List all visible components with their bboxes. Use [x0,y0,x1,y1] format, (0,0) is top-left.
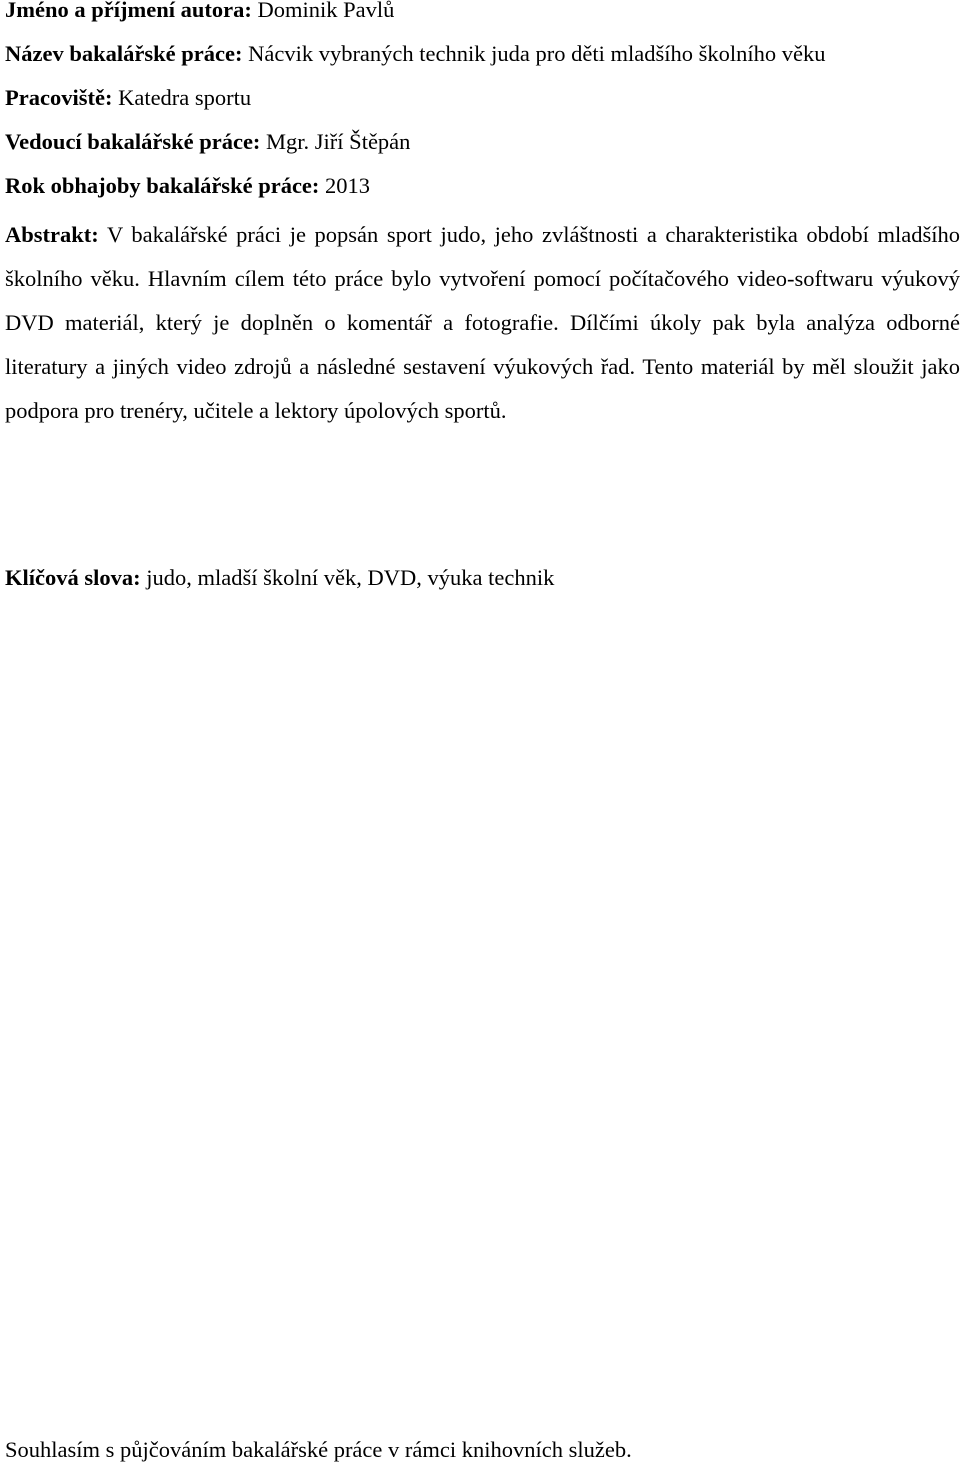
supervisor-value: Mgr. Jiří Štěpán [266,129,411,154]
keyword-item: DVD [367,565,417,590]
thesis-title-value: Nácvik vybraných technik juda pro děti mladšího školního věku [248,41,826,66]
defense-year-line [5,172,370,200]
keyword-item: mladší školní věk [197,565,357,590]
abstract-paragraph [5,213,960,433]
defense-year-label: Rok obhajoby bakalářské práce: [5,173,320,198]
thesis-title-line [5,40,825,68]
consent-text: Souhlasím s půjčováním bakalářské práce v rámci knihovních služeb. [5,1437,632,1462]
department-line [5,84,251,112]
thesis-title-label: Název bakalářské práce: [5,41,243,66]
keyword-item: judo [146,565,187,590]
consent-line [5,1436,632,1464]
author-label: Jméno a příjmení autora: [5,0,252,22]
abstract-label: Abstrakt: [5,222,99,247]
keywords-label: Klíčová slova: [5,565,141,590]
supervisor-line [5,128,410,156]
author-value: Dominik Pavlů [257,0,395,22]
department-label: Pracoviště: [5,85,113,110]
keywords-line [5,564,554,592]
abstract-text: V bakalářské práci je popsán sport judo, jeho zvláštnosti a charakteristika období mladšího školního věku. Hlavním cílem této práce bylo vytvoření pomocí počítačového video-softwaru výukový DVD materiál, který je doplněn o komentář a fotografie. Dílčími úkoly pak byla analýza odborné literatury a jiných video zdrojů a následné sestavení výukových řad. Tento materiál by měl sloužit jako podpora pro trenéry, učitele a lektory úpolových sportů. [5,222,960,423]
defense-year-value: 2013 [325,173,371,198]
keyword-item: výuka technik [427,565,555,590]
supervisor-label: Vedoucí bakalářské práce: [5,129,261,154]
keywords-list: judo, mladší školní věk, DVD, výuka technik [146,565,555,590]
author-line [5,0,394,24]
department-value: Katedra sportu [118,85,252,110]
